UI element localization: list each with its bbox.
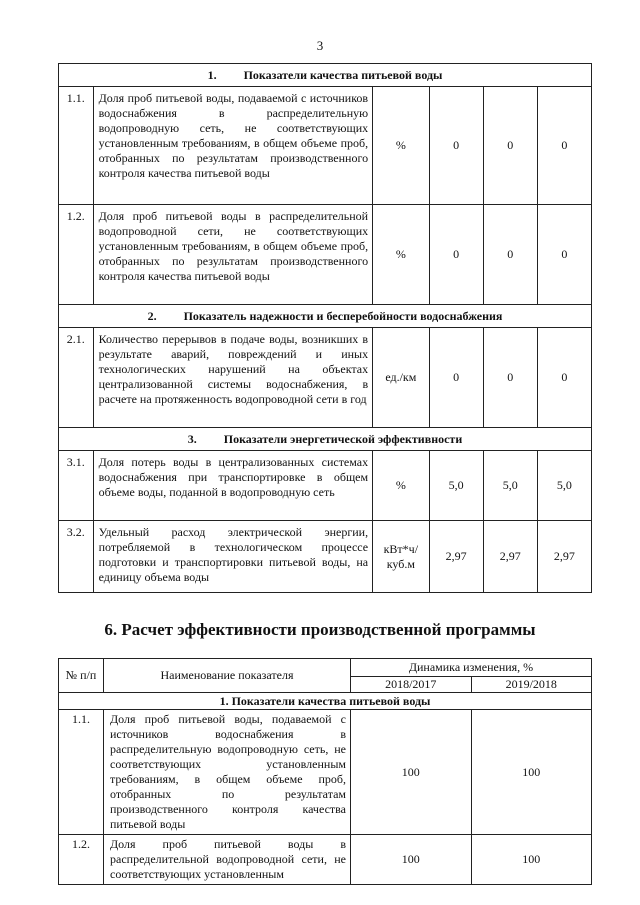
section-title: 1. Показатели качества питьевой воды bbox=[59, 693, 592, 710]
row-number: 1.1. bbox=[59, 710, 104, 835]
table-row bbox=[59, 835, 592, 885]
row-value: 5,0 bbox=[483, 451, 537, 521]
row-value: 0 bbox=[429, 87, 483, 205]
row-unit: кВт*ч/ куб.м bbox=[373, 521, 429, 593]
row-description: Доля проб питьевой воды, подаваемой с источников водоснабжения в распределительную водопроводную сеть, не соответствующих установленным требованиям, в общем объеме проб, отобранных по результатам производственного контроля качества питьевой воды bbox=[93, 87, 373, 205]
table-row bbox=[59, 710, 592, 835]
row-number: 2.1. bbox=[59, 328, 94, 428]
column-header-dynamics: Динамика изменения, % bbox=[351, 659, 592, 677]
row-description: Удельный расход электрической энергии, потребляемой в технологическом процессе подготовки и транспортировки питьевой воды, на единицу объема воды bbox=[93, 521, 373, 593]
row-value: 0 bbox=[537, 205, 591, 305]
table-row bbox=[59, 451, 592, 521]
column-header-number: № п/п bbox=[59, 659, 104, 693]
section-title: 1. Показатели качества питьевой воды bbox=[59, 64, 592, 87]
row-value: 0 bbox=[429, 205, 483, 305]
row-value: 100 bbox=[471, 710, 592, 835]
row-value: 2,97 bbox=[537, 521, 591, 593]
row-description: Количество перерывов в подаче воды, возникших в результате аварий, повреждений и иных технологических нарушений на объектах централизованной системы водоснабжения, в расчете на протяженность водопроводной сети в год bbox=[93, 328, 373, 428]
row-number: 3.2. bbox=[59, 521, 94, 593]
row-unit: ед./км bbox=[373, 328, 429, 428]
efficiency-table bbox=[58, 658, 592, 885]
column-header-name: Наименование показателя bbox=[104, 659, 351, 693]
row-number: 3.1. bbox=[59, 451, 94, 521]
row-unit: % bbox=[373, 451, 429, 521]
section-title: 3. Показатели энергетической эффективности bbox=[59, 428, 592, 451]
row-unit: % bbox=[373, 205, 429, 305]
column-header-year: 2019/2018 bbox=[471, 677, 592, 693]
row-value: 0 bbox=[537, 87, 591, 205]
row-value: 100 bbox=[351, 835, 472, 885]
row-value: 0 bbox=[537, 328, 591, 428]
section-row bbox=[59, 428, 592, 451]
row-value: 100 bbox=[471, 835, 592, 885]
row-value: 0 bbox=[483, 205, 537, 305]
section-row bbox=[59, 693, 592, 710]
row-description: Доля проб питьевой воды в распределительной водопроводной сети, не соответствующих установленным bbox=[104, 835, 351, 885]
section-row bbox=[59, 64, 592, 87]
row-value: 2,97 bbox=[429, 521, 483, 593]
page-number: 3 bbox=[316, 38, 324, 53]
row-value: 0 bbox=[483, 328, 537, 428]
row-value: 5,0 bbox=[429, 451, 483, 521]
table-row bbox=[59, 521, 592, 593]
row-number: 1.2. bbox=[59, 835, 104, 885]
row-value: 0 bbox=[429, 328, 483, 428]
table-row bbox=[59, 205, 592, 305]
table-row bbox=[59, 328, 592, 428]
row-value: 5,0 bbox=[537, 451, 591, 521]
row-value: 2,97 bbox=[483, 521, 537, 593]
section-title: 2. Показатель надежности и бесперебойности водоснабжения bbox=[59, 305, 592, 328]
row-description: Доля проб питьевой воды, подаваемой с источников водоснабжения в распределительную водопроводную сеть, не соответствующих установленным требованиям, в общем объеме проб, отобранных по результатам производственного контроля качества питьевой воды bbox=[104, 710, 351, 835]
indicators-table bbox=[58, 63, 592, 593]
table-row bbox=[59, 87, 592, 205]
row-unit: % bbox=[373, 87, 429, 205]
row-value: 100 bbox=[351, 710, 472, 835]
row-number: 1.1. bbox=[59, 87, 94, 205]
row-number: 1.2. bbox=[59, 205, 94, 305]
header-row bbox=[59, 659, 592, 677]
section-row bbox=[59, 305, 592, 328]
row-value: 0 bbox=[483, 87, 537, 205]
section-heading: 6. Расчет эффективности производственной программы bbox=[104, 620, 536, 639]
row-description: Доля потерь воды в централизованных системах водоснабжения при транспортировке в общем объеме воды, поданной в водопроводную сеть bbox=[93, 451, 373, 521]
column-header-year: 2018/2017 bbox=[351, 677, 472, 693]
row-description: Доля проб питьевой воды в распределительной водопроводной сети, не соответствующих установленным требованиям, в общем объеме проб, отобранных по результатам производственного контроля качества питьевой воды bbox=[93, 205, 373, 305]
